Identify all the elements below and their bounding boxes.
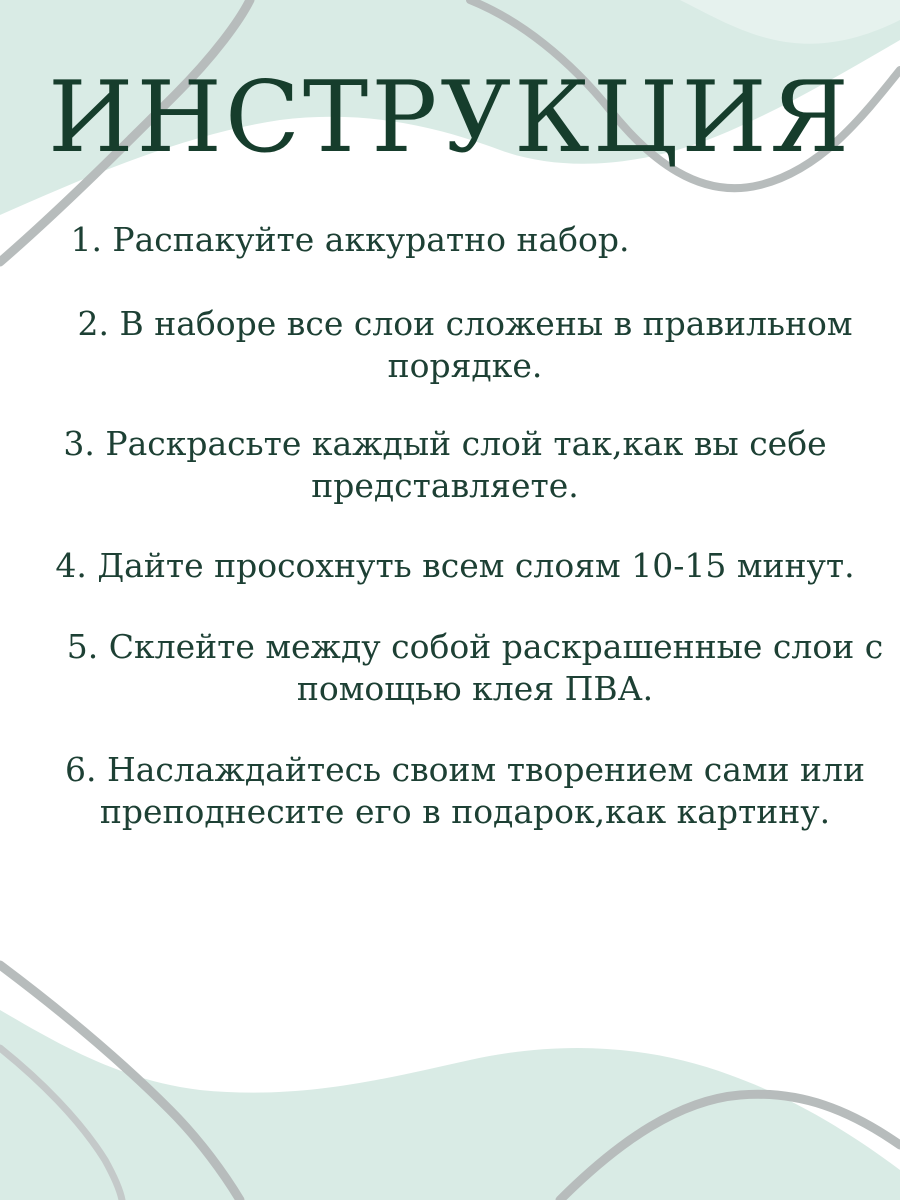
step-1	[70, 219, 630, 261]
step-6	[55, 749, 875, 833]
step-2	[70, 303, 860, 387]
step-3-line-1: 3. Раскрасьте каждый слой так,как вы себе	[63, 424, 827, 463]
step-2-line-2: порядке.	[387, 346, 543, 385]
step-5-line-1: 5. Склейте между собой раскрашенные слои с	[66, 627, 884, 666]
step-3-line-2: представляете.	[311, 466, 579, 505]
step-3	[60, 423, 830, 507]
page-title: ИНСТРУКЦИЯ	[48, 61, 852, 175]
step-4-line-1: 4. Дайте просохнуть всем слоям 10-15 минут.	[55, 546, 855, 585]
step-2-line-1: 2. В наборе все слои сложены в правильном	[77, 304, 853, 343]
step-6-line-2: преподнесите его в подарок,как картину.	[99, 792, 831, 831]
step-1-line-1: 1. Распакуйте аккуратно набор.	[70, 220, 630, 259]
bottom-mint-shape	[0, 1010, 900, 1200]
step-5-line-2: помощью клея ПВА.	[296, 669, 654, 708]
step-6-line-1: 6. Наслаждайтесь своим творением сами или	[65, 750, 865, 789]
step-5	[55, 626, 895, 710]
step-4	[55, 545, 855, 587]
